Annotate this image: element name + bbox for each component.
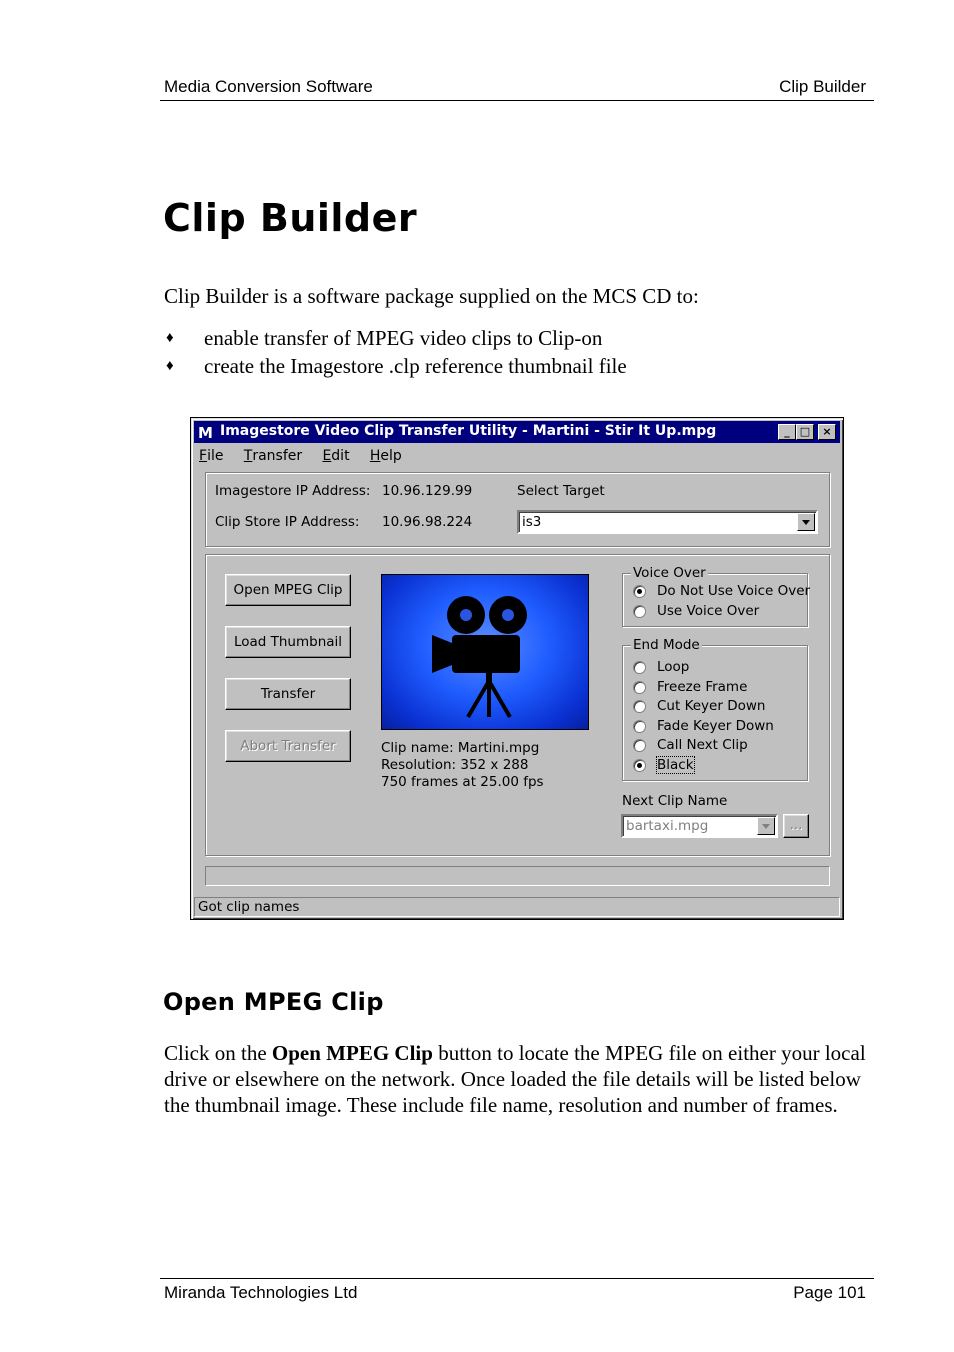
- radio-icon[interactable]: [633, 661, 646, 674]
- radio-selected-icon[interactable]: [633, 759, 646, 772]
- diamond-bullet-icon: ♦: [166, 330, 174, 346]
- close-button[interactable]: ×: [818, 424, 836, 440]
- dropdown-arrow-icon[interactable]: [757, 817, 775, 835]
- diamond-bullet-icon: ♦: [166, 358, 174, 374]
- bold-button-name: Open MPEG Clip: [271, 1041, 433, 1065]
- radio-icon[interactable]: [633, 605, 646, 618]
- select-target-dropdown[interactable]: [517, 510, 818, 534]
- menu-file[interactable]: File: [199, 448, 224, 464]
- imagestore-ip-label: Imagestore IP Address:: [215, 483, 371, 499]
- page-footer: [160, 1278, 874, 1309]
- select-target-value: is3: [522, 514, 542, 530]
- header-left: Media Conversion Software: [164, 77, 373, 96]
- end-mode-legend: End Mode: [633, 637, 700, 653]
- section-title: Open MPEG Clip: [163, 988, 384, 1016]
- end-mode-group: End Mode Loop Freeze Frame Cut Keyer Down Fade Keyer Down Call Next Clip Black: [622, 645, 808, 781]
- imagestore-ip-value: 10.96.129.99: [382, 483, 473, 499]
- clip-resolution: Resolution: 352 x 288: [381, 757, 529, 773]
- next-clip-name-value: bartaxi.mpg: [626, 818, 709, 834]
- clip-details: [381, 740, 544, 791]
- transfer-progress-bar: [205, 866, 830, 886]
- status-text: Got clip names: [198, 899, 300, 915]
- intro-text: Clip Builder is a software package supplied on the MCS CD to:: [164, 284, 699, 308]
- page-title: Clip Builder: [163, 196, 418, 240]
- list-item: ♦ create the Imagestore .clp reference thumbnail file: [166, 354, 627, 378]
- load-thumbnail-button[interactable]: Load Thumbnail: [225, 626, 351, 658]
- clip-name: Clip name: Martini.mpg: [381, 740, 540, 756]
- select-target-label: Select Target: [517, 483, 605, 499]
- abort-transfer-button[interactable]: Abort Transfer: [225, 730, 351, 762]
- dropdown-arrow-icon[interactable]: [797, 513, 815, 531]
- movie-camera-icon: [382, 575, 588, 729]
- clip-frames: 750 frames at 25.00 fps: [381, 774, 544, 790]
- bullet-list: [164, 324, 627, 380]
- voice-over-group: Voice Over Do Not Use Voice Over Use Voice Over: [622, 573, 808, 627]
- next-clip-name-label: Next Clip Name: [622, 793, 728, 809]
- maximize-button[interactable]: □: [796, 424, 814, 440]
- page-header: [160, 76, 874, 101]
- voice-over-legend: Voice Over: [633, 565, 706, 581]
- list-item: ♦ enable transfer of MPEG video clips to Clip-on: [166, 326, 603, 350]
- status-bar: [194, 897, 840, 917]
- open-mpeg-clip-button[interactable]: Open MPEG Clip: [225, 574, 351, 606]
- menu-bar: [199, 448, 418, 468]
- next-clip-name-dropdown[interactable]: [621, 814, 778, 838]
- clipstore-ip-label: Clip Store IP Address:: [215, 514, 360, 530]
- clip-thumbnail: [381, 574, 589, 730]
- menu-transfer[interactable]: Transfer: [243, 448, 303, 464]
- miranda-logo-icon: M: [198, 424, 212, 442]
- header-right: Clip Builder: [779, 77, 866, 96]
- radio-selected-icon[interactable]: [633, 585, 646, 598]
- clipstore-ip-value: 10.96.98.224: [382, 514, 473, 530]
- radio-icon[interactable]: [633, 720, 646, 733]
- window-title: Imagestore Video Clip Transfer Utility - Martini - Stir It Up.mpg: [220, 423, 717, 439]
- radio-icon[interactable]: [633, 681, 646, 694]
- page-number: Page 101: [793, 1283, 866, 1302]
- ip-address-panel: [205, 472, 830, 547]
- minimize-button[interactable]: _: [778, 424, 796, 440]
- transfer-button[interactable]: Transfer: [225, 678, 351, 710]
- radio-icon[interactable]: [633, 739, 646, 752]
- clip-transfer-window: [190, 417, 844, 920]
- window-titlebar[interactable]: [194, 421, 840, 443]
- section-paragraph: Click on the Open MPEG Clip button to locate the MPEG file on either your local drive or elsewhere on the network. Once loaded the file details will be listed below the thumbnail image. These include file name, resolution and number of frames.: [164, 1041, 866, 1117]
- footer-left: Miranda Technologies Ltd: [164, 1283, 358, 1302]
- radio-icon[interactable]: [633, 700, 646, 713]
- menu-help[interactable]: Help: [369, 448, 402, 464]
- menu-edit[interactable]: Edit: [322, 448, 350, 464]
- browse-button[interactable]: ...: [783, 814, 809, 838]
